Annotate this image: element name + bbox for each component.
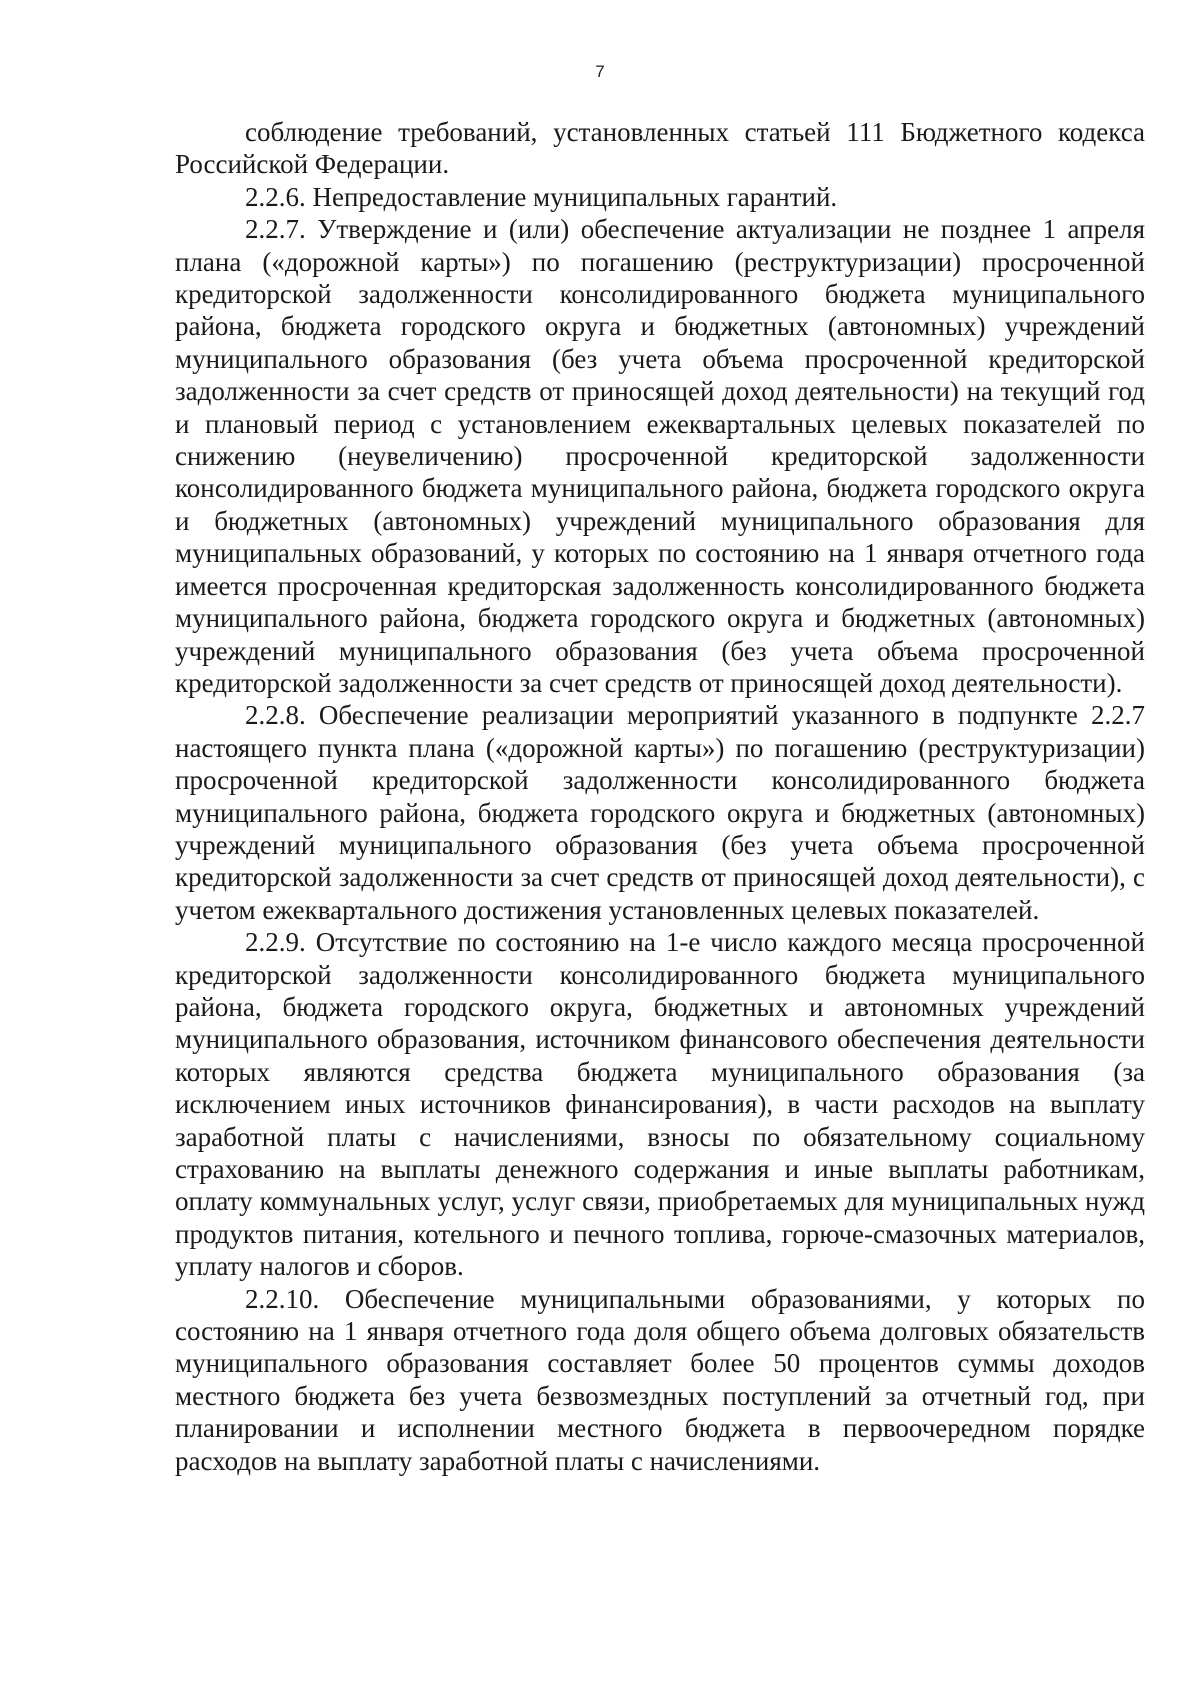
paragraph-2-2-10: 2.2.10. Обеспечение муниципальными образованиями, у которых по состоянию на 1 января отчетного года доля общего объема долговых обязательств муниципального образования составляет более 50 процентов суммы доходов местного бюджета без учета безвозмездных поступлений за отчетный год, при планировании и исполнении местного бюджета в первоочередном порядке расходов на выплату заработной платы с начислениями.: [175, 1283, 1145, 1476]
paragraph-2-2-7: 2.2.7. Утверждение и (или) обеспечение актуализации не позднее 1 апреля плана («дорожной карты») по погашению (реструктуризации) просроченной кредиторской задолженности консолидированного бюджета муниципального района, бюджета городского округа и бюджетных (автономных) учреждений муниципального образования (без учета объема просроченной кредиторской задолженности за счет средств от приносящей доход деятельности) на текущий год и плановый период с установлением ежеквартальных целевых показателей по снижению (неувеличению) просроченной кредиторской задолженности консолидированного бюджета муниципального района, бюджета городского округа и бюджетных (автономных) учреждений муниципального образования для муниципальных образований, у которых по состоянию на 1 января отчетного года имеется просроченная кредиторская задолженность консолидированного бюджета муниципального района, бюджета городского округа и бюджетных (автономных) учреждений муниципального образования (без учета объема просроченной кредиторской задолженности за счет средств от приносящей доход деятельности).: [175, 214, 1145, 698]
paragraph-2-2-8: 2.2.8. Обеспечение реализации мероприятий указанного в подпункте 2.2.7 настоящего пункта плана («дорожной карты») по погашению (реструктуризации) просроченной кредиторской задолженности консолидированного бюджета муниципального района, бюджета городского округа и бюджетных (автономных) учреждений муниципального образования (без учета объема просроченной кредиторской задолженности за счет средств от приносящей доход деятельности), с учетом ежеквартального достижения установленных целевых показателей.: [175, 700, 1145, 925]
page-number: 7: [595, 62, 605, 81]
paragraph-2-2-6: 2.2.6. Непредоставление муниципальных гарантий.: [245, 181, 838, 212]
paragraph-continuation: соблюдение требований, установленных статьей 111 Бюджетного кодекса Российской Федерации.: [175, 117, 1145, 180]
document-body: [175, 116, 1145, 1477]
paragraph-2-2-9: 2.2.9. Отсутствие по состоянию на 1-е число каждого месяца просроченной кредиторской задолженности консолидированного бюджета муниципального района, бюджета городского округа, бюджетных и автономных учреждений муниципального образования, источником финансового обеспечения деятельности которых являются средства бюджета муниципального образования (за исключением иных источников финансирования), в части расходов на выплату заработной платы с начислениями, взносы по обязательному социальному страхованию на выплаты денежного содержания и иные выплаты работникам, оплату коммунальных услуг, услуг связи, приобретаемых для муниципальных нужд продуктов питания, котельного и печного топлива, горюче-смазочных материалов, уплату налогов и сборов.: [175, 927, 1145, 1282]
